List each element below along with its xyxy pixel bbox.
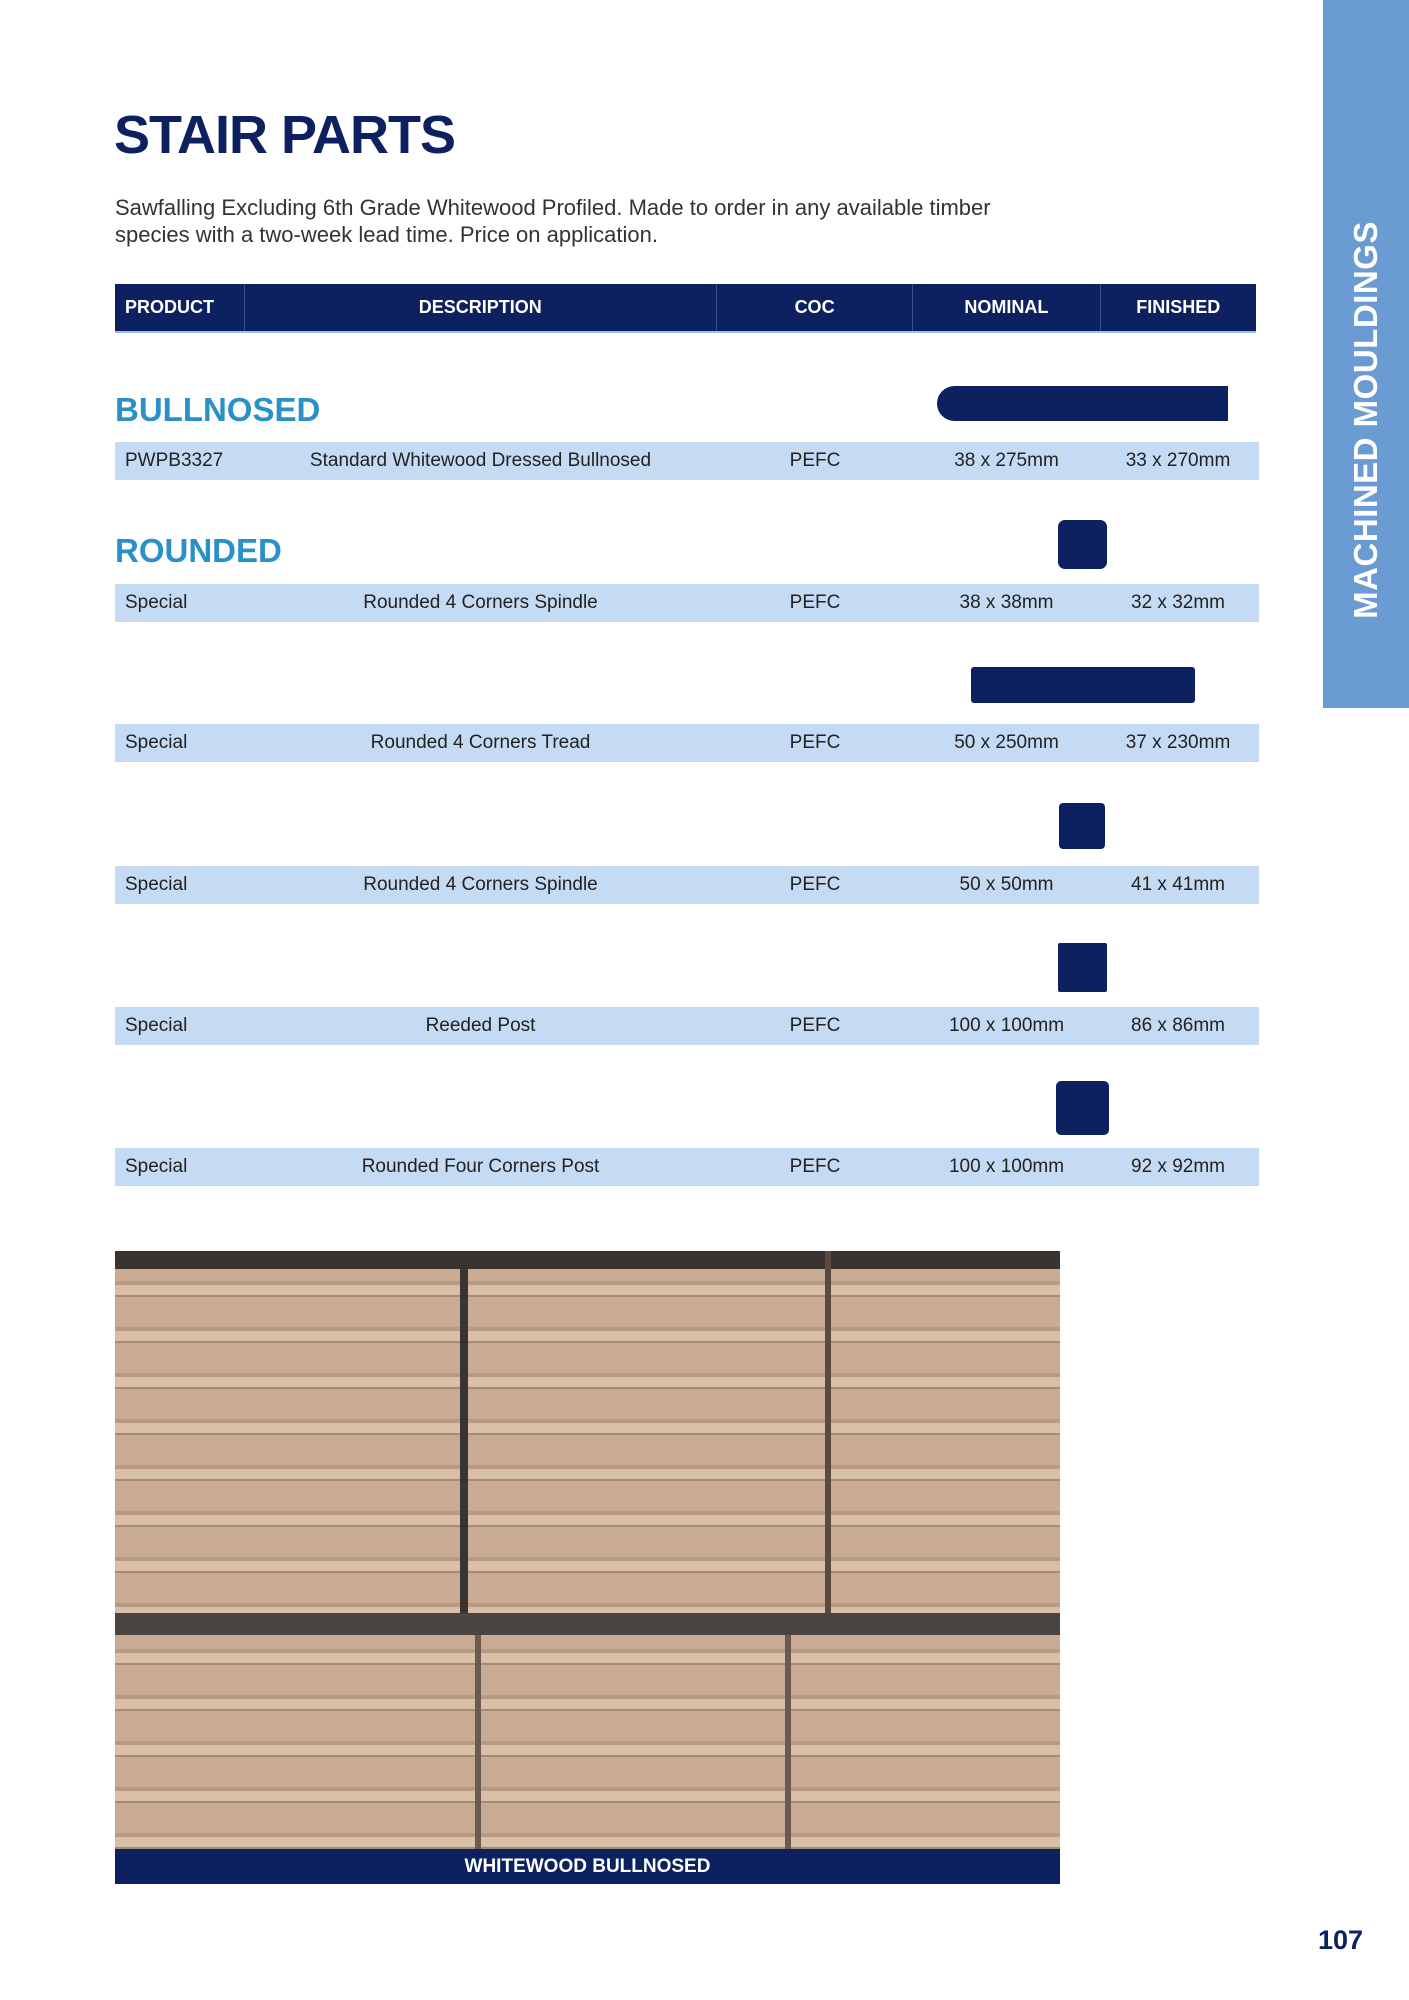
cell-nominal: 38 x 38mm bbox=[959, 592, 1054, 613]
header-product: PRODUCT bbox=[115, 284, 245, 331]
table-row bbox=[115, 866, 1259, 904]
cell-coc: PEFC bbox=[789, 450, 841, 471]
cell-nominal: 50 x 250mm bbox=[954, 732, 1059, 753]
cell-coc: PEFC bbox=[789, 874, 841, 895]
cell-finished: 92 x 92mm bbox=[1131, 1156, 1225, 1177]
table-row bbox=[115, 584, 1259, 622]
header-coc: COC bbox=[717, 284, 913, 331]
cell-description: Rounded Four Corners Post bbox=[361, 1156, 600, 1177]
cell-product: Special bbox=[125, 874, 188, 895]
cell-description: Standard Whitewood Dressed Bullnosed bbox=[309, 450, 652, 471]
cell-product: Special bbox=[125, 592, 188, 613]
section-tab bbox=[1323, 0, 1409, 708]
tread-profile-shape bbox=[971, 667, 1195, 703]
header-finished: FINISHED bbox=[1136, 297, 1221, 317]
photo-gap bbox=[475, 1635, 481, 1849]
cell-finished: 32 x 32mm bbox=[1131, 592, 1225, 613]
cell-nominal: 100 x 100mm bbox=[948, 1156, 1065, 1177]
cell-description: Reeded Post bbox=[425, 1015, 536, 1036]
table-row bbox=[115, 1148, 1259, 1186]
table-row bbox=[115, 442, 1259, 480]
table-row bbox=[115, 724, 1259, 762]
header-nominal: NOMINAL bbox=[913, 284, 1100, 331]
cell-product: Special bbox=[125, 1156, 188, 1177]
photo-gap bbox=[825, 1251, 831, 1613]
page-number: 107 bbox=[1318, 1925, 1364, 1955]
table-row bbox=[115, 1007, 1259, 1045]
section-heading-bullnosed: BULLNOSED bbox=[115, 391, 321, 428]
intro-text: Sawfalling Excluding 6th Grade Whitewood Profiled. Made to order in any available timber species with a two-week lead time. Price on application. bbox=[115, 195, 991, 247]
cell-coc: PEFC bbox=[789, 1015, 841, 1036]
cell-finished: 37 x 230mm bbox=[1125, 732, 1231, 753]
header-description: DESCRIPTION bbox=[245, 284, 717, 331]
cell-product: PWPB3327 bbox=[125, 450, 224, 471]
photo-caption: WHITEWOOD BULLNOSED bbox=[115, 1849, 1060, 1884]
cell-product: Special bbox=[125, 1015, 188, 1036]
whitewood-bullnosed-photo bbox=[115, 1251, 1060, 1849]
photo-gap bbox=[460, 1251, 468, 1613]
spindle-38-profile-shape bbox=[1058, 520, 1107, 569]
spindle-50-profile-shape bbox=[1059, 803, 1105, 849]
cell-nominal: 38 x 275mm bbox=[954, 450, 1059, 471]
cell-description: Rounded 4 Corners Tread bbox=[370, 732, 591, 753]
photo-shadow-band bbox=[115, 1251, 1060, 1269]
cell-finished: 33 x 270mm bbox=[1125, 450, 1231, 471]
reeded-post-profile-shape bbox=[1058, 943, 1107, 992]
cell-finished: 86 x 86mm bbox=[1131, 1015, 1225, 1036]
page-title: STAIR PARTS bbox=[114, 105, 456, 165]
cell-coc: PEFC bbox=[789, 1156, 841, 1177]
bullnosed-profile-shape bbox=[937, 386, 1228, 421]
photo-gap bbox=[785, 1635, 791, 1849]
cell-description: Rounded 4 Corners Spindle bbox=[363, 592, 598, 613]
table-header bbox=[115, 284, 1256, 333]
section-tab-label: MACHINED MOULDINGS bbox=[1347, 221, 1384, 619]
cell-finished: 41 x 41mm bbox=[1131, 874, 1225, 895]
photo-shadow-band bbox=[115, 1613, 1060, 1635]
post-profile-shape bbox=[1056, 1081, 1109, 1135]
cell-coc: PEFC bbox=[789, 732, 841, 753]
cell-coc: PEFC bbox=[789, 592, 841, 613]
cell-description: Rounded 4 Corners Spindle bbox=[363, 874, 598, 895]
section-heading-rounded: ROUNDED bbox=[115, 532, 282, 569]
cell-nominal: 50 x 50mm bbox=[959, 874, 1054, 895]
cell-nominal: 100 x 100mm bbox=[948, 1015, 1065, 1036]
cell-product: Special bbox=[125, 732, 188, 753]
